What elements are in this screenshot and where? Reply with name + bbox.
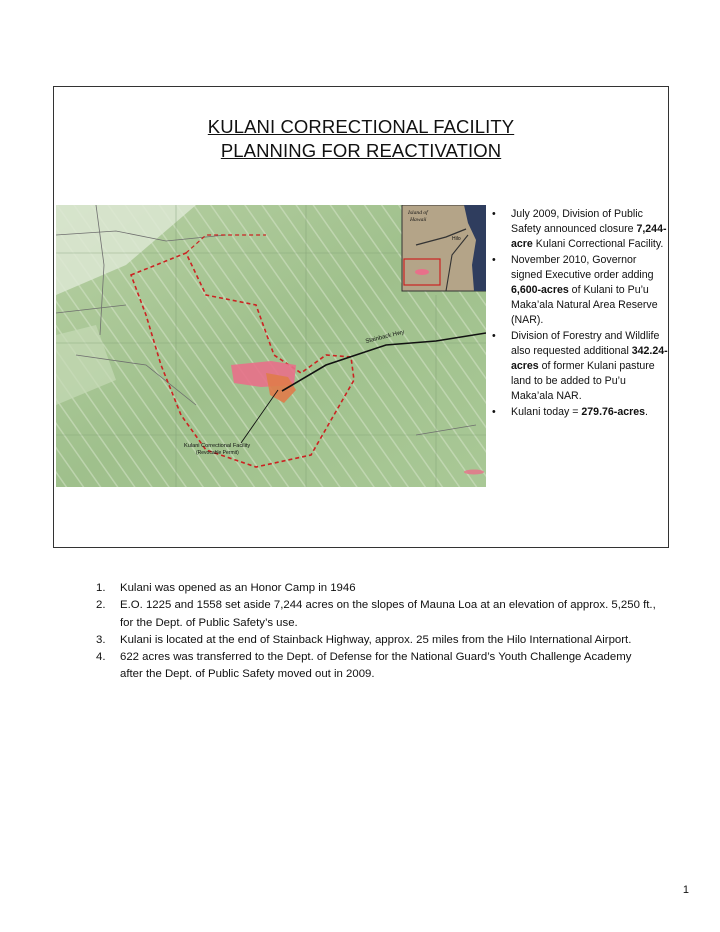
facility-label-2: (Revocable Permit): [196, 450, 239, 456]
speaker-notes: [96, 580, 656, 684]
page-number: 1: [682, 884, 689, 896]
bullet-item: • July 2009, Division of Public Safety announced closure 7,244-acre Kulani Correctional Facility.: [491, 207, 669, 253]
slide-frame: [53, 86, 669, 548]
bullet-item: • Division of Forestry and Wildlife also requested additional 342.24-acres of former Kulani pasture land to be added to Pu’u Maka’ala NAR.: [491, 329, 669, 405]
note-item: 1. Kulani was opened as an Honor Camp in 1946: [96, 582, 356, 594]
slide-title-line-1: KULANI CORRECTIONAL FACILITY: [207, 116, 515, 137]
slide-title: [54, 115, 668, 163]
inset-label-1: Island of: [408, 210, 428, 216]
bullet-item: • Kulani today = 279.76-acres.: [491, 405, 669, 420]
bullet-item: • November 2010, Governor signed Executive order adding 6,600-acres of Kulani to Pu’u Maka’ala Natural Area Reserve (NAR).: [491, 253, 669, 329]
inset-city: Hilo: [452, 236, 461, 242]
inset-map: [402, 205, 486, 291]
kulani-map: [56, 205, 486, 487]
facility-label-1: Kulani Correctional Facility: [184, 443, 251, 449]
facts-bullet-list: [491, 207, 669, 420]
note-item: 2. E.O. 1225 and 1558 set aside 7,244 acres on the slopes of Mauna Loa at an elevation of approx. 5,250 ft., for the Dept. of Public Safety’s use.: [96, 599, 656, 629]
note-item: 3. Kulani is located at the end of Stainback Highway, approx. 25 miles from the Hilo International Airport.: [96, 633, 632, 646]
inset-label-2: Hawaii: [410, 217, 427, 223]
slide-title-line-2: PLANNING FOR REACTIVATION: [220, 140, 502, 161]
note-item: 4. 622 acres was transferred to the Dept. of Defense for the National Guard’s Youth Challenge Academy after the Dept. of Public Safety moved out in 2009.: [96, 651, 632, 681]
road-label: Stainback Hwy: [365, 329, 405, 345]
